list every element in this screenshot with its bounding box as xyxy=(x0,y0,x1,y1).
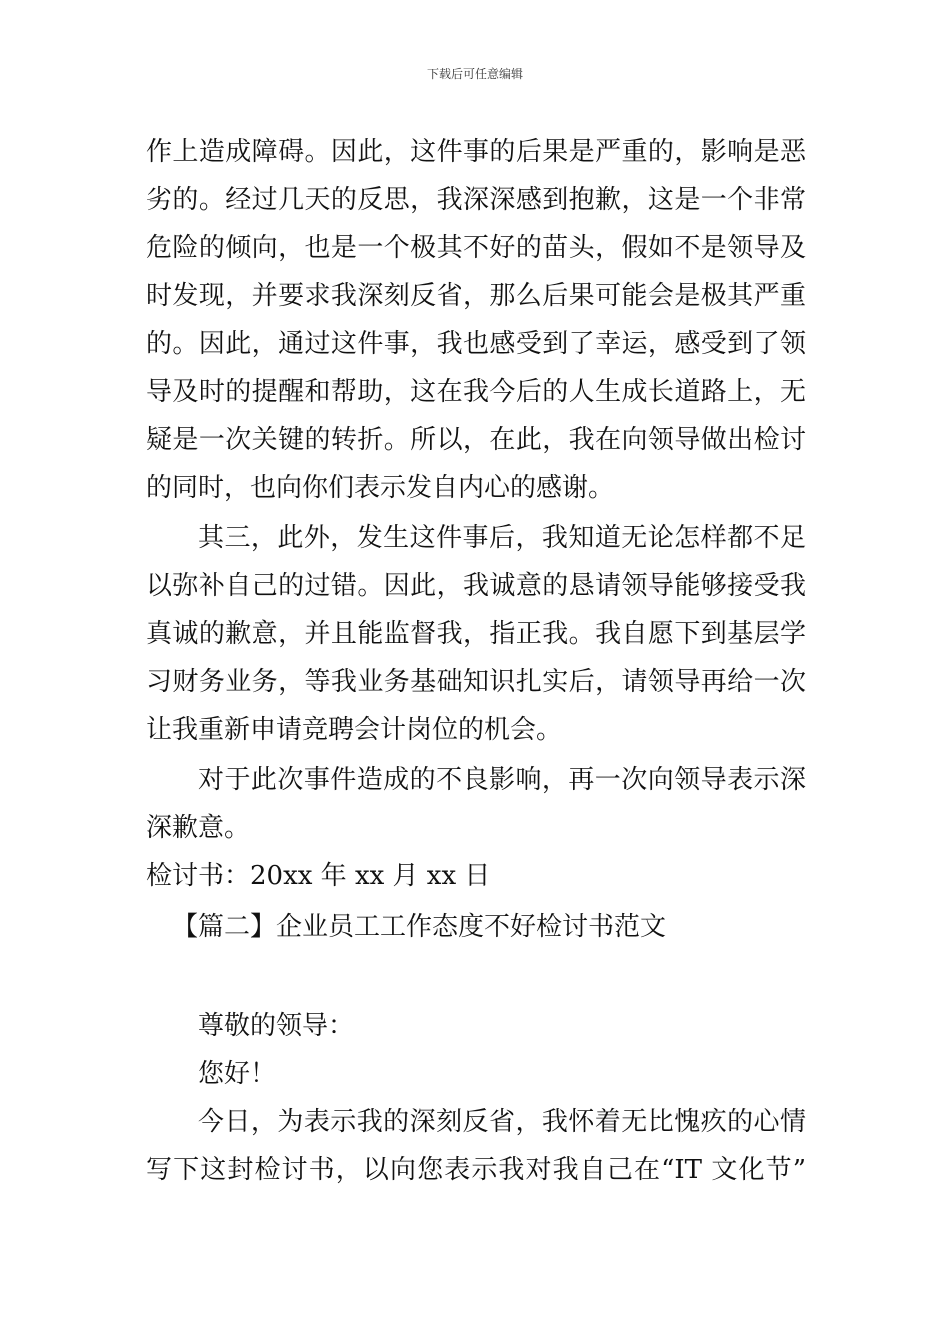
text-line: 深歉意。 xyxy=(146,813,251,843)
paragraph-first-line: 对于此次事件造成的不良影响，再一次向领导表示深 xyxy=(198,765,806,795)
text-line: 作上造成障碍。因此，这件事的后果是严重的，影响是恶 xyxy=(146,137,806,167)
document-body xyxy=(146,128,806,1194)
blank-spacer xyxy=(146,951,806,999)
paragraph-first-line: 其三，此外，发生这件事后，我知道无论怎样都不足 xyxy=(198,523,806,553)
text-line: 导及时的提醒和帮助，这在我今后的人生成长道路上，无 xyxy=(146,377,806,407)
text-line: 真诚的歉意，并且能监督我，指正我。我自愿下到基层学 xyxy=(146,619,806,649)
greeting-line: 您好！ xyxy=(198,1059,277,1089)
review-date-line: 检讨书：20xx 年 xx 月 xx 日 xyxy=(146,861,491,891)
text-line: 劣的。经过几天的反思，我深深感到抱歉，这是一个非常 xyxy=(146,185,806,215)
salutation-line: 尊敬的领导： xyxy=(198,1011,355,1041)
text-line: 时发现，并要求我深刻反省，那么后果可能会是极其严重 xyxy=(146,281,806,311)
text-line: 危险的倾向，也是一个极其不好的苗头，假如不是领导及 xyxy=(146,233,806,263)
text-line: 让我重新申请竞聘会计岗位的机会。 xyxy=(146,715,563,745)
section-heading: 【篇二】企业员工工作态度不好检讨书范文 xyxy=(172,912,667,942)
text-line: 的。因此，通过这件事，我也感受到了幸运，感受到了领 xyxy=(146,329,806,359)
text-line: 的同时，也向你们表示发自内心的感谢。 xyxy=(146,473,615,503)
text-line: 以弥补自己的过错。因此，我诚意的恳请领导能够接受我 xyxy=(146,571,806,601)
text-line: 疑是一次关键的转折。所以，在此，我在向领导做出检讨 xyxy=(146,425,806,455)
page-header-note: 下载后可任意编辑 xyxy=(426,67,523,81)
text-line: 写下这封检讨书，以向您表示我对我自己在“IT 文化节” xyxy=(146,1155,806,1185)
text-line: 习财务业务，等我业务基础知识扎实后，请领导再给一次 xyxy=(146,667,806,697)
paragraph-first-line: 今日，为表示我的深刻反省，我怀着无比愧疚的心情 xyxy=(198,1107,806,1137)
